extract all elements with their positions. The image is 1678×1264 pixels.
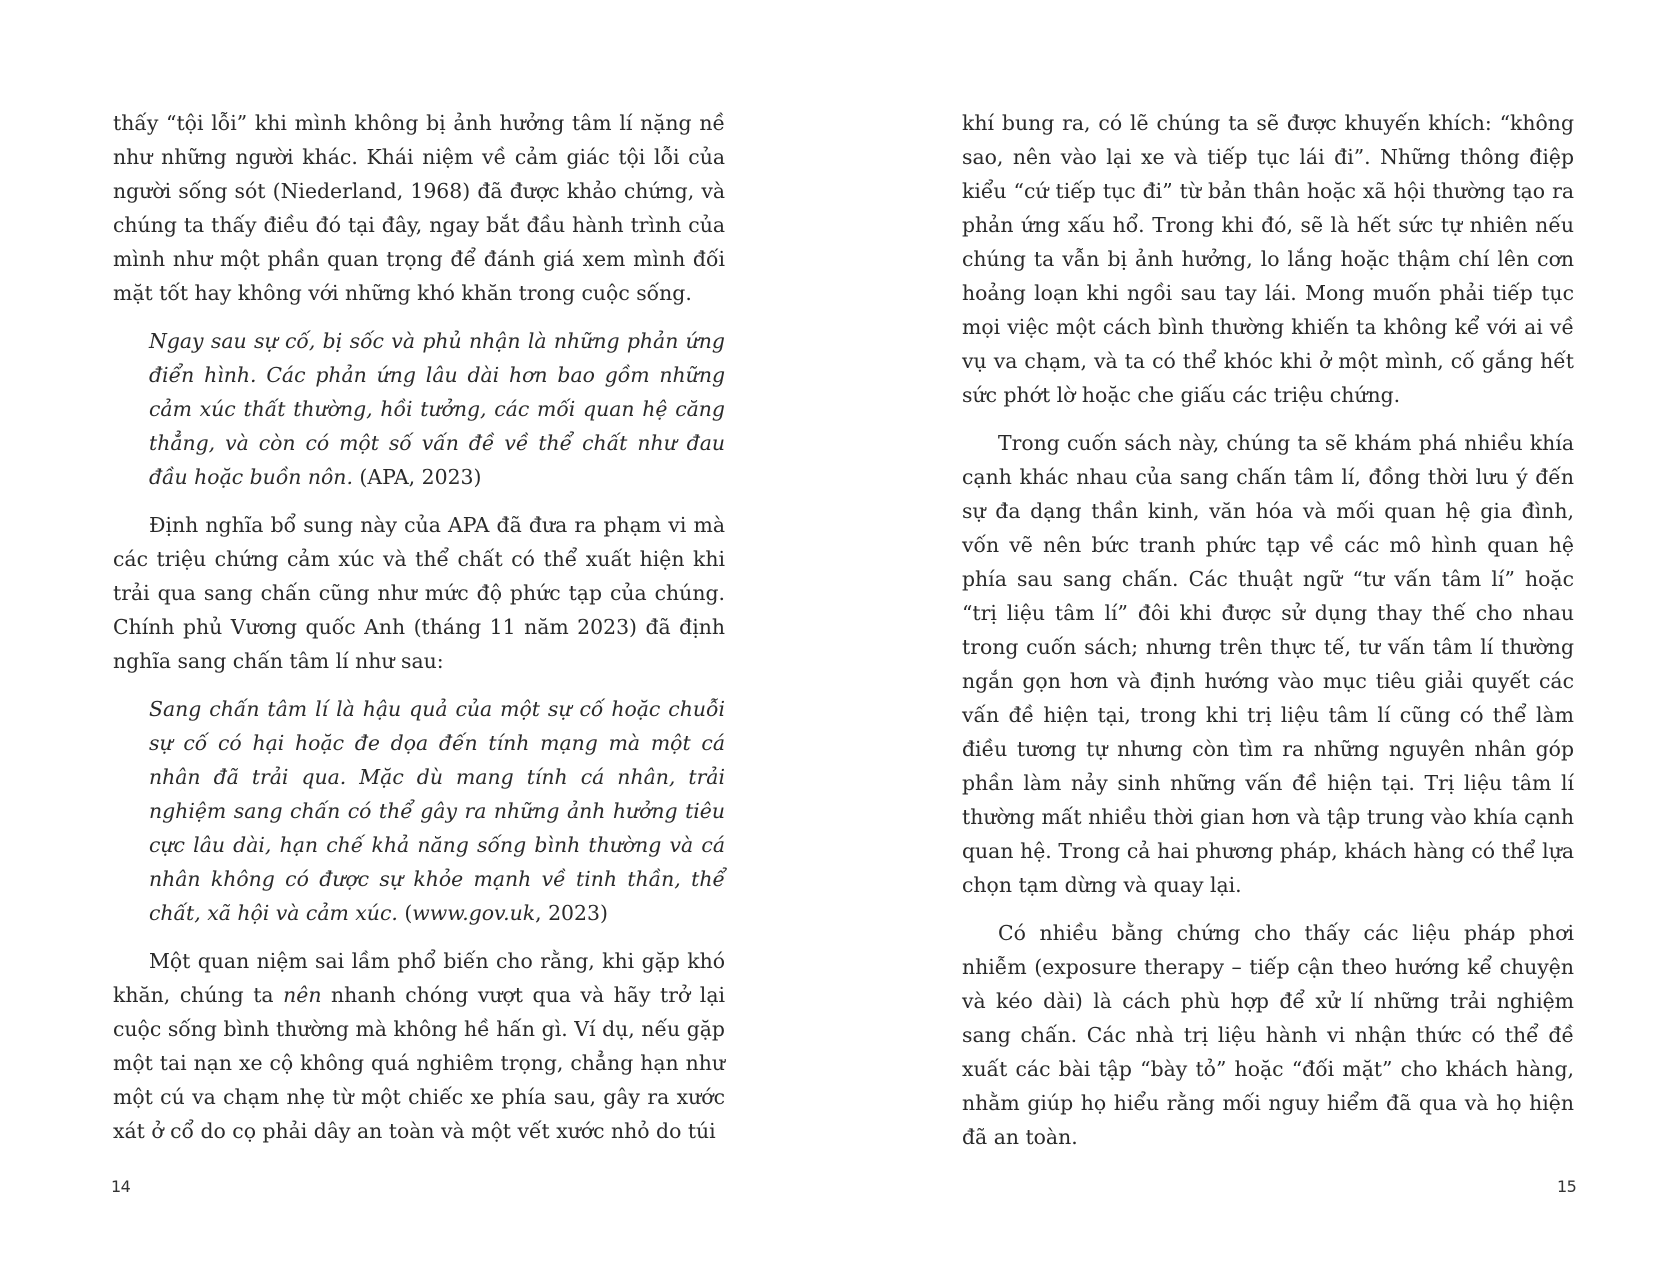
- right-page: [962, 106, 1574, 1168]
- right-paragraph-1: khí bung ra, có lẽ chúng ta sẽ được khuyến khích: “không sao, nên vào lại xe và tiếp tục lái đi”. Những thông điệp kiểu “cứ tiếp tục đi” từ bản thân hoặc xã hội thường tạo ra phản ứng xấu hổ. Trong khi đó, sẽ là hết sức tự nhiên nếu chúng ta vẫn bị ảnh hưởng, lo lắng hoặc thậm chí lên cơn hoảng loạn khi ngồi sau tay lái. Mong muốn phải tiếp tục mọi việc một cách bình thường khiến ta không kể với ai về vụ va chạm, và ta có thể khóc khi ở một mình, cố gắng hết sức phớt lờ hoặc che giấu các triệu chứng.: [962, 111, 1574, 407]
- right-paragraph-2: Trong cuốn sách này, chúng ta sẽ khám phá nhiều khía cạnh khác nhau của sang chấn tâm lí, đồng thời lưu ý đến sự đa dạng thần kinh, văn hóa và mối quan hệ gia đình, vốn vẽ nên bức tranh phức tạp về các mô hình quan hệ phía sau sang chấn. Các thuật ngữ “tư vấn tâm lí” hoặc “trị liệu tâm lí” đôi khi được sử dụng thay thế cho nhau trong cuốn sách; nhưng trên thực tế, tư vấn tâm lí thường ngắn gọn hơn và định hướng vào mục tiêu giải quyết các vấn đề hiện tại, trong khi trị liệu tâm lí cũng có thể làm điều tương tự nhưng còn tìm ra những nguyên nhân góp phần làm nảy sinh những vấn đề hiện tại. Trị liệu tâm lí thường mất nhiều thời gian hơn và tập trung vào khía cạnh quan hệ. Trong cả hai phương pháp, khách hàng có thể lựa chọn tạm dừng và quay lại.: [962, 431, 1574, 897]
- paragraph-3-start: Một quan niệm sai lầm phổ biến cho rằng, khi gặp khó khăn, chúng ta: [113, 949, 725, 1007]
- quote-1-text: Ngay sau sự cố, bị sốc và phủ nhận là những phản ứng điển hình. Các phản ứng lâu dài hơn bao gồm những cảm xúc thất thường, hồi tưởng, các mối quan hệ căng thẳng, và còn có một số vấn đề về thể chất như đau đầu hoặc buồn nôn.: [149, 329, 725, 489]
- quote-1-citation: (APA, 2023): [352, 465, 482, 489]
- left-paragraph-1: thấy “tội lỗi” khi mình không bị ảnh hưởng tâm lí nặng nề như những người khác. Khái niệm về cảm giác tội lỗi của người sống sót (Niederland, 1968) đã được khảo chứng, và chúng ta thấy điều đó tại đây, ngay bắt đầu hành trình của mình như một phần quan trọng để đánh giá xem mình đối mặt tốt hay không với những khó khăn trong cuộc sống.: [113, 111, 725, 305]
- left-page: [113, 106, 725, 1162]
- quote-2-citation-open: (: [397, 901, 413, 925]
- quote-2-citation-close: , 2023): [535, 901, 608, 925]
- left-paragraph-3: [113, 944, 725, 1148]
- quote-2-text: Sang chấn tâm lí là hậu quả của một sự cố hoặc chuỗi sự cố có hại hoặc đe dọa đến tính mạng mà một cá nhân đã trải qua. Mặc dù mang tính cá nhân, trải nghiệm sang chấn có thể gây ra những ảnh hưởng tiêu cực lâu dài, hạn chế khả năng sống bình thường và cá nhân không có được sự khỏe mạnh về tinh thần, thể chất, xã hội và cảm xúc.: [149, 697, 725, 925]
- left-paragraph-2: Định nghĩa bổ sung này của APA đã đưa ra phạm vi mà các triệu chứng cảm xúc và thể chất có thể xuất hiện khi trải qua sang chấn cũng như mức độ phức tạp của chúng. Chính phủ Vương quốc Anh (tháng 11 năm 2023) đã định nghĩa sang chấn tâm lí như sau:: [113, 513, 725, 673]
- paragraph-3-rest: nhanh chóng vượt qua và hãy trở lại cuộc sống bình thường mà không hề hấn gì. Ví dụ, nếu gặp một tai nạn xe cộ không quá nghiêm trọng, chẳng hạn như một cú va chạm nhẹ từ một chiếc xe phía sau, gây ra xước xát ở cổ do cọ phải dây an toàn và một vết xước nhỏ do túi: [113, 983, 725, 1143]
- quote-2-citation-url: www.gov.uk: [412, 901, 536, 925]
- right-page-number: 15: [1557, 1177, 1577, 1196]
- left-quote-1: [149, 324, 725, 494]
- right-paragraph-3: Có nhiều bằng chứng cho thấy các liệu pháp phơi nhiễm (exposure therapy – tiếp cận theo hướng kể chuyện và kéo dài) là cách phù hợp để xử lí những trải nghiệm sang chấn. Các nhà trị liệu hành vi nhận thức có thể đề xuất các bài tập “bày tỏ” hoặc “đối mặt” cho khách hàng, nhằm giúp họ hiểu rằng mối nguy hiểm đã qua và họ hiện đã an toàn.: [962, 921, 1574, 1149]
- paragraph-3-emphasis: nên: [283, 983, 322, 1007]
- left-quote-2: [149, 692, 725, 930]
- left-page-number: 14: [111, 1177, 131, 1196]
